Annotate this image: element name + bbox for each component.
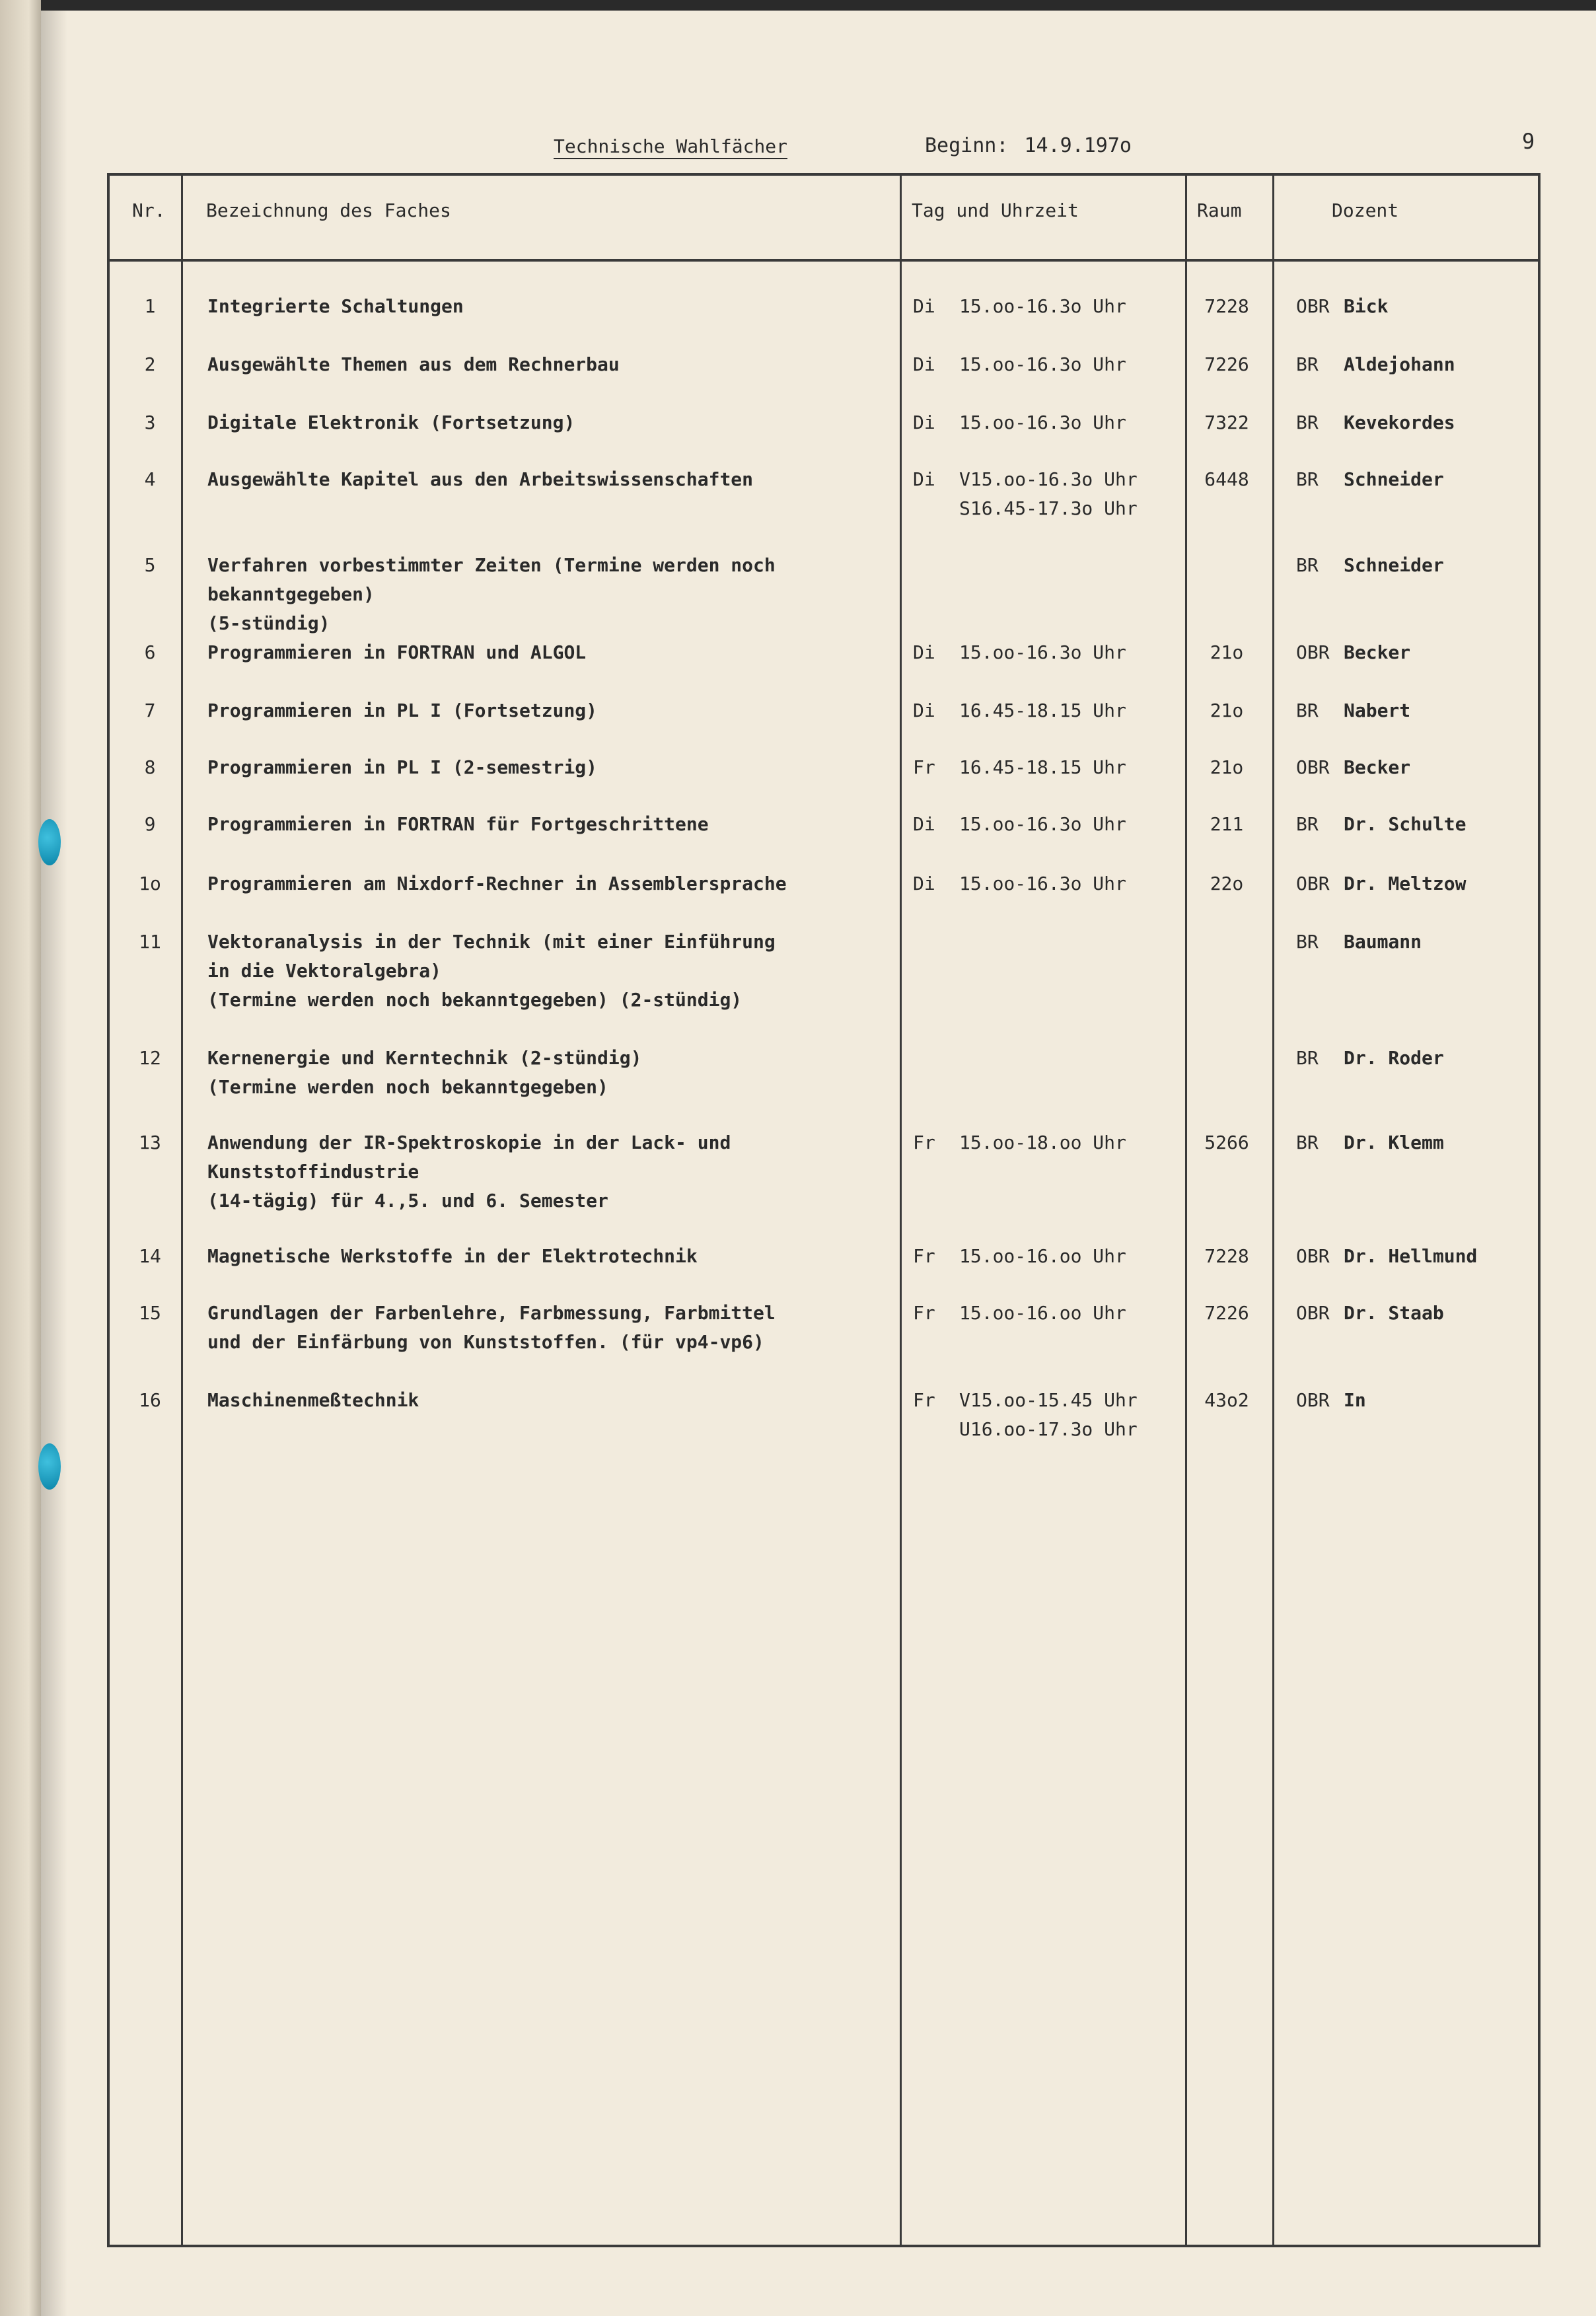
- course-title-line: bekanntgegeben): [207, 583, 375, 605]
- row-number: 9: [144, 813, 156, 835]
- lecturer-name: Nabert: [1344, 700, 1411, 721]
- punch-hole-icon: [38, 819, 61, 865]
- course-title-line: Programmieren in PL I (2-semestrig): [207, 756, 598, 778]
- course-room: 7228: [1204, 1245, 1249, 1267]
- course-title-line: Magnetische Werkstoffe in der Elektrotechnik: [207, 1245, 698, 1267]
- course-room: 7322: [1204, 412, 1249, 433]
- punch-hole-icon: [38, 1443, 61, 1490]
- table-border-bottom: [107, 2245, 1541, 2247]
- lecturer-name: Becker: [1344, 756, 1411, 778]
- course-title-line: (Termine werden noch bekanntgegeben): [207, 1076, 608, 1098]
- course-time: 15.oo-16.3o Uhr: [959, 641, 1126, 663]
- course-time: 15.oo-18.oo Uhr: [959, 1132, 1126, 1153]
- lecturer-name: In: [1344, 1389, 1366, 1411]
- column-header-room: Raum: [1197, 199, 1242, 221]
- column-header-lecturer: Dozent: [1332, 199, 1399, 221]
- lecturer-rank: OBR: [1296, 1245, 1330, 1267]
- course-time: 15.oo-16.oo Uhr: [959, 1302, 1126, 1324]
- lecturer-rank: BR: [1296, 931, 1319, 953]
- course-title-line: Ausgewählte Kapitel aus den Arbeitswissenschaften: [207, 468, 754, 490]
- course-time: 15.oo-16.3o Uhr: [959, 412, 1126, 433]
- course-title-line: Verfahren vorbestimmter Zeiten (Termine werden noch: [207, 554, 776, 576]
- course-title-line: und der Einfärbung von Kunststoffen. (für vp4-vp6): [207, 1331, 764, 1353]
- course-room: 7226: [1204, 353, 1249, 375]
- table-header-rule: [107, 259, 1541, 262]
- course-day: Di: [913, 641, 935, 663]
- course-title-line: Kernenergie und Kerntechnik (2-stündig): [207, 1047, 642, 1069]
- lecturer-name: Becker: [1344, 641, 1411, 663]
- course-title-line: Kunststoffindustrie: [207, 1161, 419, 1182]
- course-title-line: (5-stündig): [207, 612, 330, 634]
- course-day: Fr: [913, 756, 935, 778]
- course-time: 16.45-18.15 Uhr: [959, 756, 1126, 778]
- lecturer-name: Schneider: [1344, 554, 1444, 576]
- course-title-line: Ausgewählte Themen aus dem Rechnerbau: [207, 353, 620, 375]
- lecturer-rank: BR: [1296, 353, 1319, 375]
- course-room: 7228: [1204, 295, 1249, 317]
- lecturer-rank: BR: [1296, 554, 1319, 576]
- lecturer-name: Aldejohann: [1344, 353, 1455, 375]
- previous-page-edge: [0, 0, 41, 2316]
- lecturer-name: Dr. Staab: [1344, 1302, 1444, 1324]
- course-title-line: Digitale Elektronik (Fortsetzung): [207, 412, 575, 433]
- row-number: 4: [144, 468, 156, 490]
- course-time: U16.oo-17.3o Uhr: [959, 1418, 1138, 1440]
- lecturer-name: Dr. Klemm: [1344, 1132, 1444, 1153]
- lecturer-rank: BR: [1296, 412, 1319, 433]
- lecturer-name: Dr. Roder: [1344, 1047, 1444, 1069]
- course-time: 15.oo-16.oo Uhr: [959, 1245, 1126, 1267]
- lecturer-name: Bick: [1344, 295, 1389, 317]
- column-header-nr: Nr.: [132, 199, 166, 221]
- lecturer-name: Kevekordes: [1344, 412, 1455, 433]
- column-rule-room: [1272, 173, 1274, 2247]
- course-day: Di: [913, 468, 935, 490]
- row-number: 6: [144, 641, 156, 663]
- course-room: 43o2: [1204, 1389, 1249, 1411]
- course-title-line: Grundlagen der Farbenlehre, Farbmessung, Farbmittel: [207, 1302, 776, 1324]
- table-border-left: [107, 173, 110, 2247]
- column-header-time: Tag und Uhrzeit: [912, 199, 1079, 221]
- begin-date: [925, 134, 1132, 157]
- course-room: 21o: [1210, 700, 1244, 721]
- course-time: V15.oo-16.3o Uhr: [959, 468, 1138, 490]
- course-time: V15.oo-15.45 Uhr: [959, 1389, 1138, 1411]
- table-border-top: [107, 173, 1541, 176]
- row-number: 11: [139, 931, 161, 953]
- course-title-line: Vektoranalysis in der Technik (mit einer Einführung: [207, 931, 776, 953]
- course-title-line: Integrierte Schaltungen: [207, 295, 464, 317]
- row-number: 5: [144, 554, 156, 576]
- course-title-line: Programmieren in PL I (Fortsetzung): [207, 700, 598, 721]
- course-title-line: Maschinenmeßtechnik: [207, 1389, 419, 1411]
- row-number: 13: [139, 1132, 161, 1153]
- page-number: 9: [1522, 129, 1535, 154]
- begin-label: Beginn:: [925, 134, 1009, 157]
- course-time: 15.oo-16.3o Uhr: [959, 295, 1126, 317]
- course-title-line: Programmieren am Nixdorf-Rechner in Assemblersprache: [207, 873, 787, 894]
- row-number: 1o: [139, 873, 161, 894]
- course-day: Di: [913, 873, 935, 894]
- row-number: 1: [144, 295, 156, 317]
- course-room: 22o: [1210, 873, 1244, 894]
- course-day: Di: [913, 813, 935, 835]
- top-edge: [0, 0, 1596, 11]
- course-time: 15.oo-16.3o Uhr: [959, 353, 1126, 375]
- lecturer-name: Baumann: [1344, 931, 1422, 953]
- lecturer-name: Dr. Schulte: [1344, 813, 1467, 835]
- row-number: 8: [144, 756, 156, 778]
- table-border-right: [1538, 173, 1541, 2247]
- page-title: Technische Wahlfächer: [554, 135, 788, 157]
- lecturer-rank: OBR: [1296, 1302, 1330, 1324]
- page-fold-shadow: [41, 11, 67, 2316]
- course-room: 7226: [1204, 1302, 1249, 1324]
- course-room: 211: [1210, 813, 1244, 835]
- lecturer-rank: BR: [1296, 700, 1319, 721]
- lecturer-rank: BR: [1296, 1132, 1319, 1153]
- course-day: Fr: [913, 1302, 935, 1324]
- lecturer-rank: BR: [1296, 468, 1319, 490]
- course-title-line: (14-tägig) für 4.,5. und 6. Semester: [207, 1190, 608, 1212]
- row-number: 15: [139, 1302, 161, 1324]
- lecturer-name: Schneider: [1344, 468, 1444, 490]
- row-number: 3: [144, 412, 156, 433]
- course-title-line: in die Vektoralgebra): [207, 960, 442, 982]
- course-title-line: (Termine werden noch bekanntgegeben) (2-stündig): [207, 989, 743, 1011]
- course-room: 21o: [1210, 756, 1244, 778]
- course-day: Di: [913, 700, 935, 721]
- course-day: Di: [913, 412, 935, 433]
- lecturer-name: Dr. Hellmund: [1344, 1245, 1478, 1267]
- lecturer-rank: OBR: [1296, 756, 1330, 778]
- course-day: Di: [913, 353, 935, 375]
- course-day: Di: [913, 295, 935, 317]
- course-time: S16.45-17.3o Uhr: [959, 497, 1138, 519]
- course-title-line: Programmieren in FORTRAN und ALGOL: [207, 641, 587, 663]
- course-day: Fr: [913, 1389, 935, 1411]
- row-number: 12: [139, 1047, 161, 1069]
- course-room: 6448: [1204, 468, 1249, 490]
- begin-date-value: 14.9.197o: [1024, 134, 1132, 157]
- course-day: Fr: [913, 1132, 935, 1153]
- column-header-title: Bezeichnung des Faches: [206, 199, 451, 221]
- course-day: Fr: [913, 1245, 935, 1267]
- course-time: 15.oo-16.3o Uhr: [959, 873, 1126, 894]
- column-rule-title: [900, 173, 902, 2247]
- course-room: 5266: [1204, 1132, 1249, 1153]
- column-rule-nr: [181, 173, 183, 2247]
- lecturer-rank: BR: [1296, 813, 1319, 835]
- lecturer-rank: OBR: [1296, 641, 1330, 663]
- lecturer-rank: BR: [1296, 1047, 1319, 1069]
- course-room: 21o: [1210, 641, 1244, 663]
- course-title-line: Anwendung der IR-Spektroskopie in der Lack- und: [207, 1132, 731, 1153]
- course-time: 16.45-18.15 Uhr: [959, 700, 1126, 721]
- lecturer-name: Dr. Meltzow: [1344, 873, 1467, 894]
- lecturer-rank: OBR: [1296, 873, 1330, 894]
- course-time: 15.oo-16.3o Uhr: [959, 813, 1126, 835]
- course-title-line: Programmieren in FORTRAN für Fortgeschrittene: [207, 813, 709, 835]
- row-number: 14: [139, 1245, 161, 1267]
- column-rule-time: [1185, 173, 1187, 2247]
- lecturer-rank: OBR: [1296, 295, 1330, 317]
- row-number: 16: [139, 1389, 161, 1411]
- row-number: 7: [144, 700, 156, 721]
- lecturer-rank: OBR: [1296, 1389, 1330, 1411]
- row-number: 2: [144, 353, 156, 375]
